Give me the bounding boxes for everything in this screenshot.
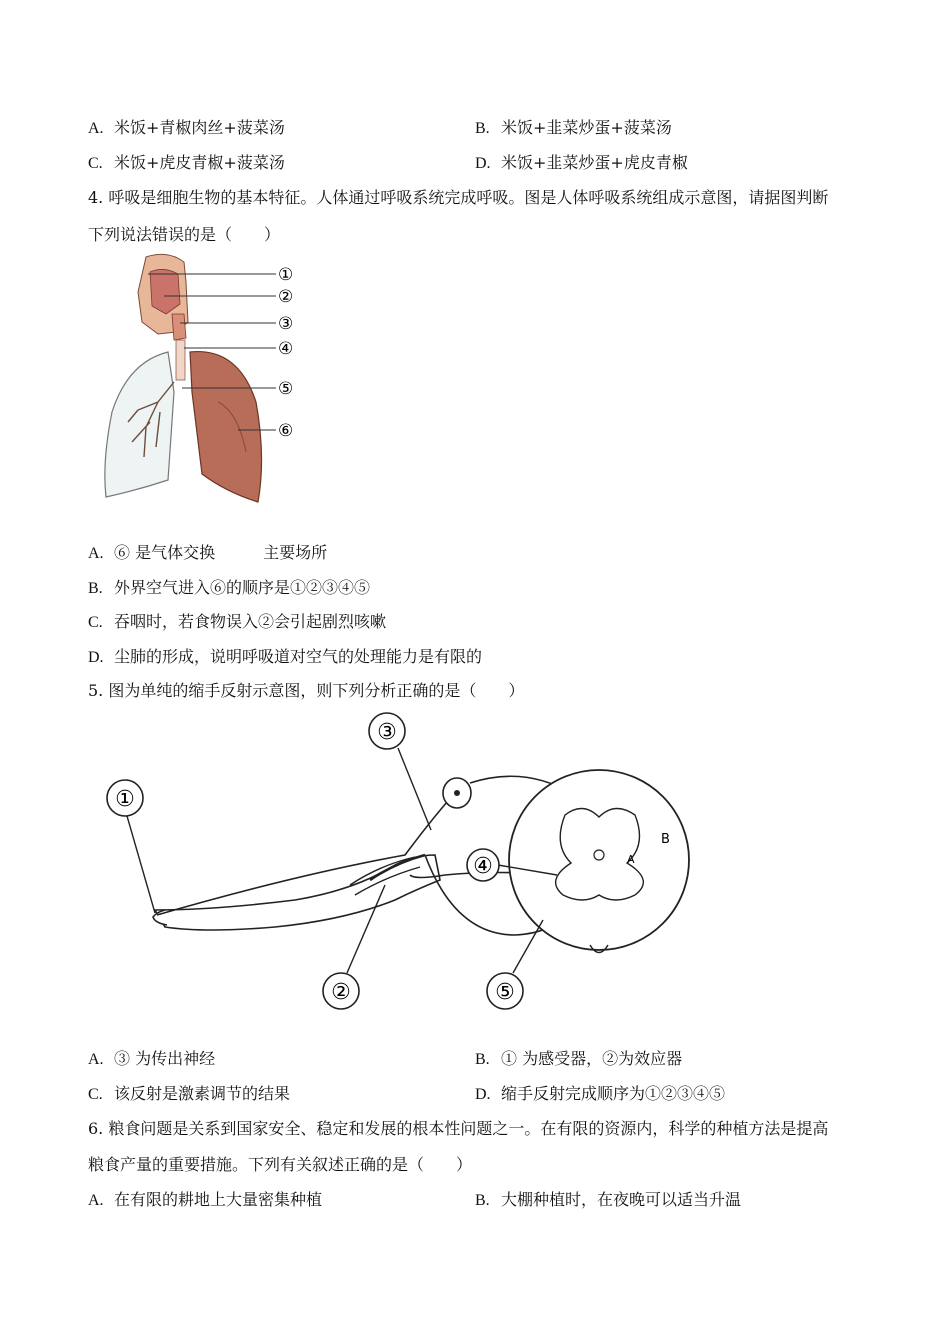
q5-option-b [475,1049,682,1070]
label-b: B [661,832,670,847]
option-text: ① 为感受器，②为效应器 [501,1049,683,1068]
option-letter: D. [475,155,491,172]
option-letter: C. [88,1086,103,1103]
option-text: ③ 为传出神经 [114,1049,216,1068]
option-letter: B. [475,120,490,137]
option-letter: B. [475,1192,490,1209]
respiratory-system-figure [98,252,308,507]
label-3: ③ [377,720,397,745]
option-text: 米饭+青椒肉丝+菠菜汤 [114,118,285,137]
label-4: ④ [278,339,294,359]
question-4-stem-cont: 下列说法错误的是（ ） [88,225,281,244]
label-5: ⑤ [495,980,515,1005]
option-text: 该反射是激素调节的结果 [114,1084,291,1103]
option-text: 外界空气进入⑥的顺序是①②③④⑤ [114,578,371,597]
option-a [88,118,285,139]
label-2: ② [331,980,351,1005]
option-letter: B. [475,1051,490,1068]
option-letter: A. [88,1192,104,1209]
q4-option-a [88,543,327,564]
q5-option-a [88,1049,215,1070]
option-letter: D. [88,649,104,666]
option-text: 米饭+韭菜炒蛋+菠菜汤 [501,118,672,137]
question-5-stem: 5. 图为单纯的缩手反射示意图，则下列分析正确的是（ ） [88,681,525,700]
option-text: 大棚种植时，在夜晚可以适当升温 [501,1190,742,1209]
label-6: ⑥ [278,421,294,441]
label-4: ④ [473,854,493,879]
reflex-arc-figure [95,705,705,1025]
option-letter: C. [88,614,103,631]
option-b [475,118,672,139]
option-letter: A. [88,1051,104,1068]
label-1: ① [115,787,135,812]
option-letter: A. [88,120,104,137]
left-lung [105,352,174,497]
question-4-stem: 4. 呼吸是细胞生物的基本特征。人体通过呼吸系统完成呼吸。图是人体呼吸系统组成示意图，请据图判断 [88,188,829,207]
option-letter: C. [88,155,103,172]
option-text: 吞咽时，若食物误入②会引起剧烈咳嗽 [114,612,387,631]
option-text: 米饭+虎皮青椒+菠菜汤 [114,153,285,172]
label-3: ③ [278,314,294,334]
q5-option-c [88,1084,290,1105]
label-2: ② [278,287,294,307]
option-text: 尘肺的形成，说明呼吸道对空气的处理能力是有限的 [114,647,483,666]
q4-option-d [88,647,482,668]
option-letter: B. [88,580,103,597]
label-a: A [627,853,635,866]
arm-shape [155,855,440,930]
label-5: ⑤ [278,379,294,399]
option-c [88,153,285,174]
question-6-stem-cont: 粮食产量的重要措施。下列有关叙述正确的是（ ） [88,1155,473,1174]
option-text: 缩手反射完成顺序为①②③④⑤ [501,1084,726,1103]
question-6-stem: 6. 粮食问题是关系到国家安全、稳定和发展的根本性问题之一。在有限的资源内，科学的种植方法是提高 [88,1119,829,1138]
option-letter: D. [475,1086,491,1103]
option-text: 在有限的耕地上大量密集种植 [114,1190,323,1209]
option-letter: A. [88,545,104,562]
option-text: 米饭+韭菜炒蛋+虎皮青椒 [501,153,688,172]
label-1: ① [278,265,294,285]
q5-option-d [475,1084,725,1105]
q6-option-a [88,1190,322,1211]
q4-option-c [88,612,386,633]
option-text: ⑥ 是气体交换 主要场所 [114,543,328,562]
q6-option-b [475,1190,741,1211]
q4-option-b [88,578,370,599]
option-d [475,153,688,174]
right-lung [190,352,262,502]
